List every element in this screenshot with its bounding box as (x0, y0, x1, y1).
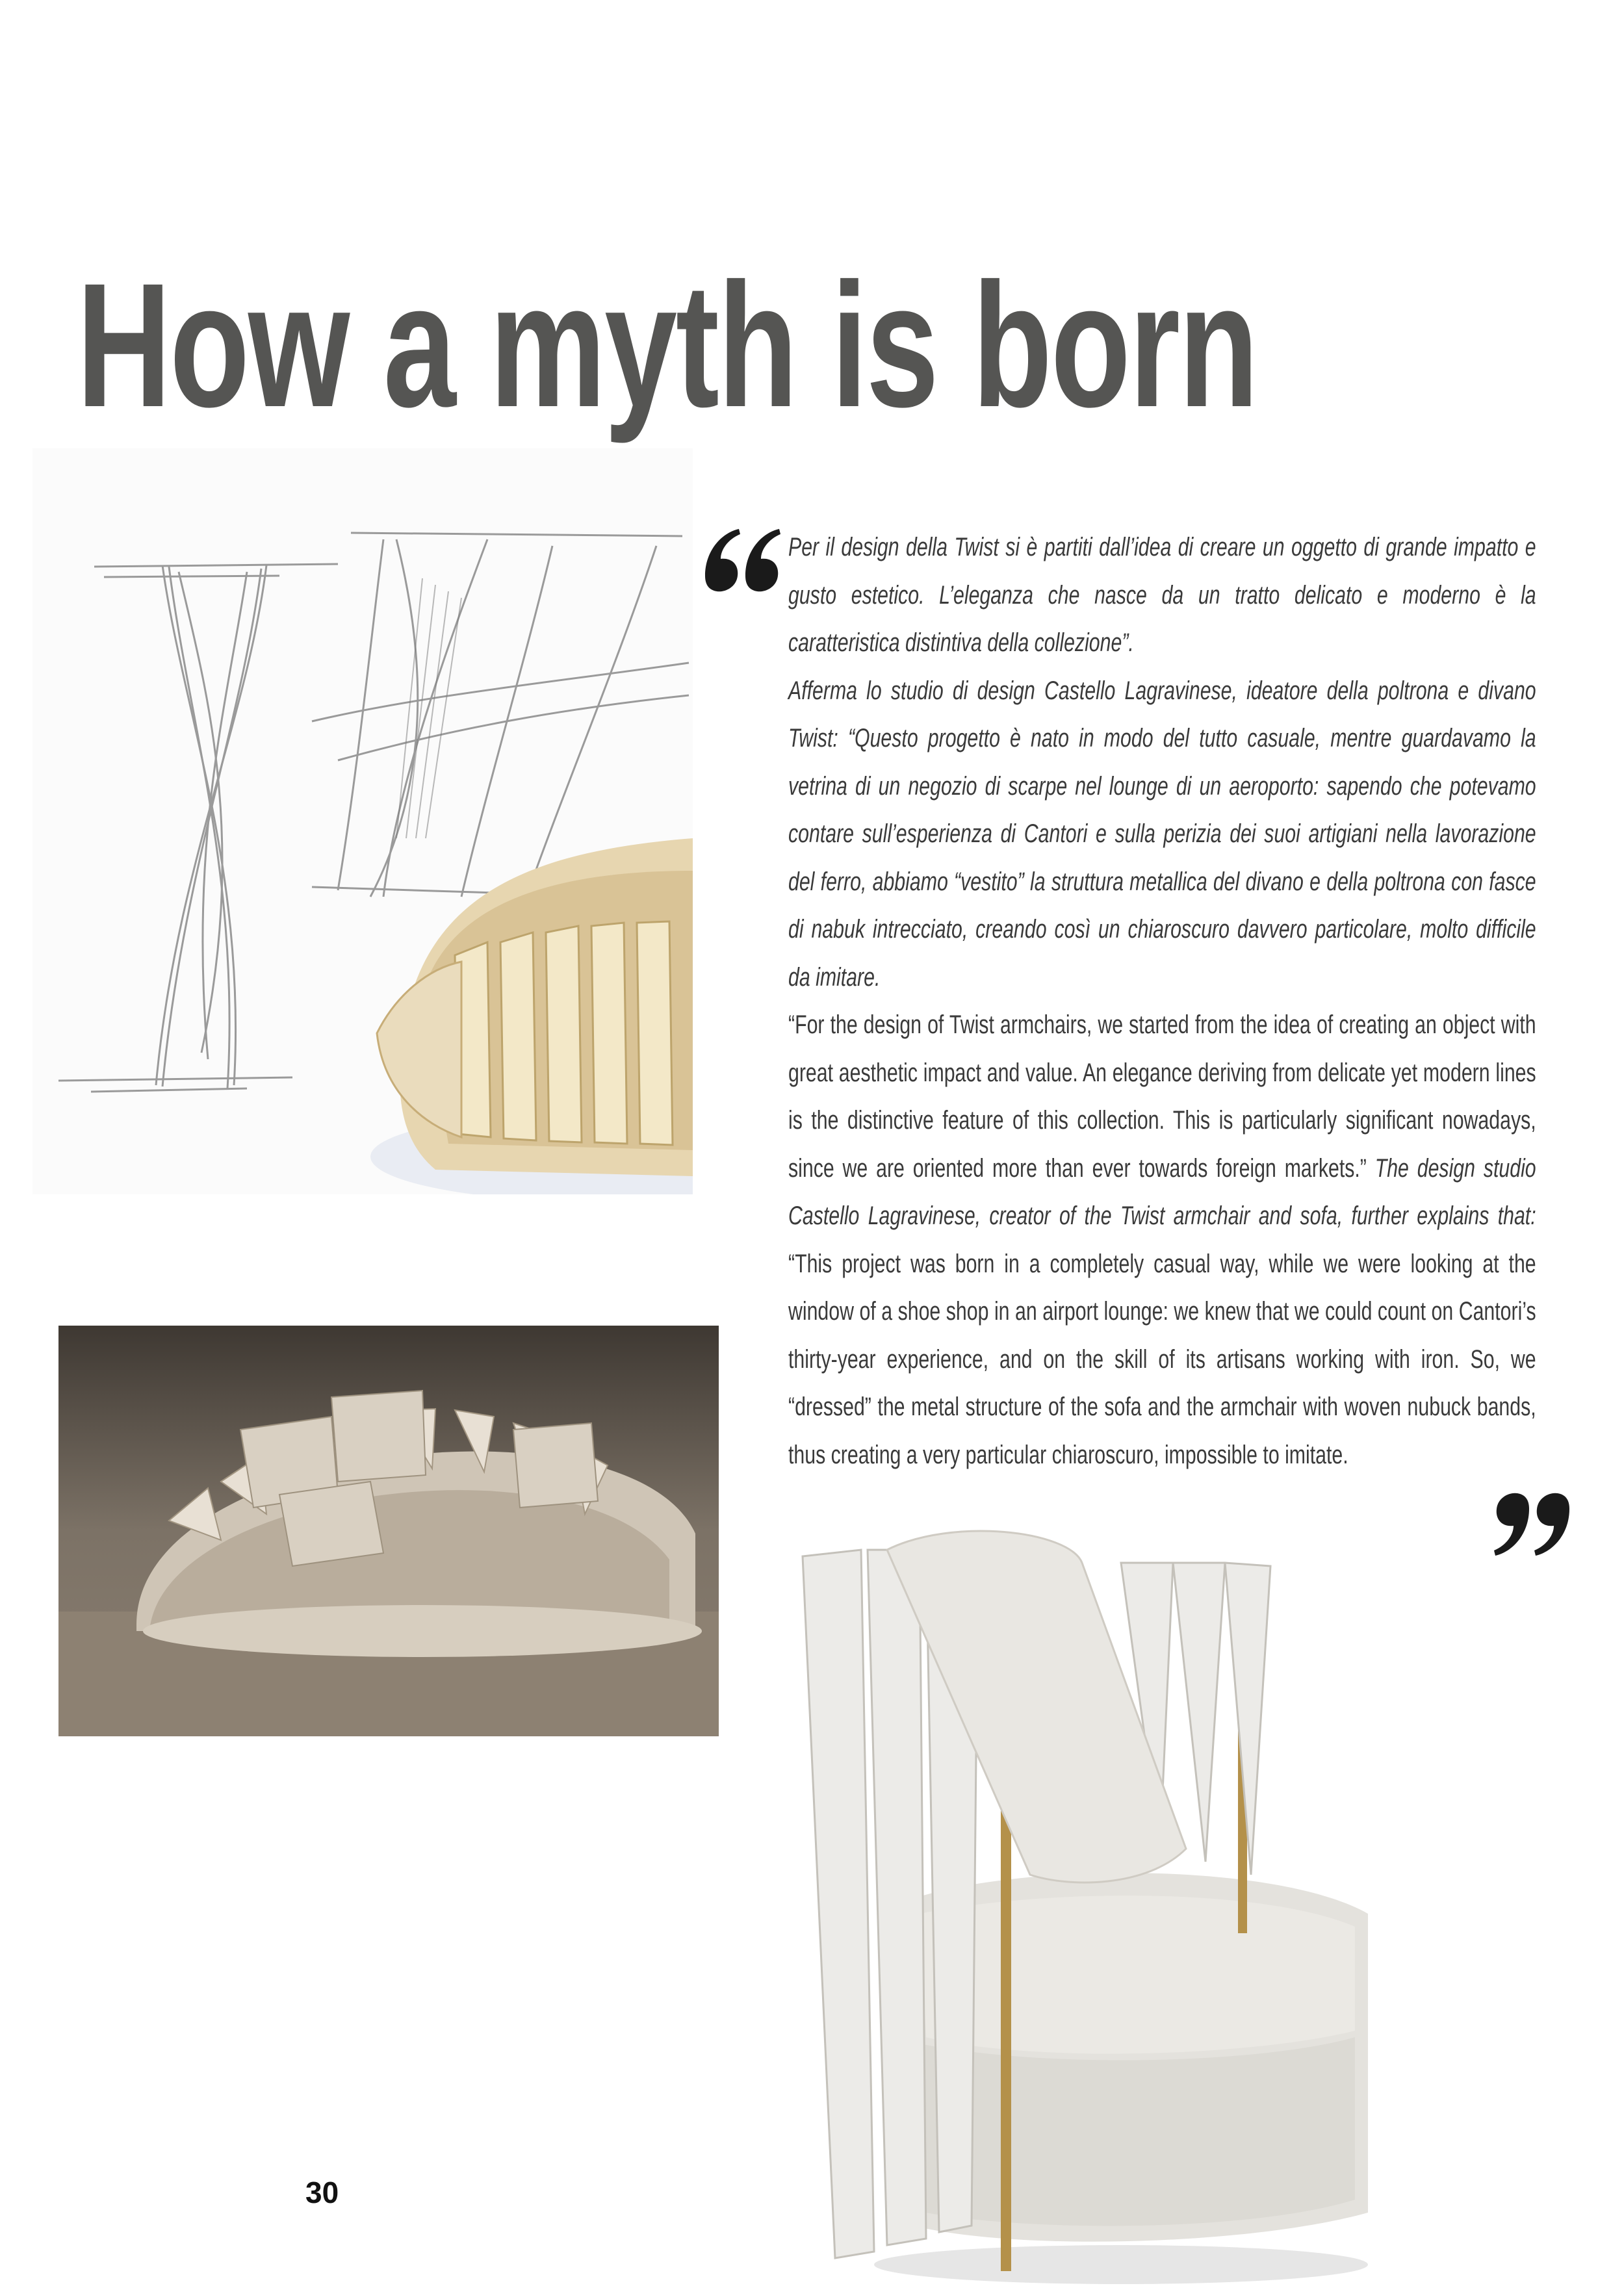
english-quote-2: “This project was born in a completely casual way, while we were looking at the window of a shoe shop in an airport lounge: we knew that we could count on Cantori’s thirty-year experience, and on the skill of its artisans working with iron. So, we “dressed” the metal structure of the sofa and the armchair with woven nubuck bands, thus creating a very particular chiaroscuro, impossible to imitate. (788, 1249, 1536, 1469)
page-title: How a myth is born (77, 246, 1257, 444)
english-attribution: The design studio Castello Lagravinese, creator of the Twist armchair and sofa, further explains that: (788, 1153, 1536, 1230)
open-quote-icon (699, 525, 786, 597)
italian-paragraph-1: Per il design della Twist si è partiti dall’idea di creare un oggetto di grande impatto e gusto estetico. L’eleganza che nasce da un tratto delicato e moderno è la caratteristica distintiva della collezione”. (788, 533, 1536, 657)
armchair-image (757, 1524, 1407, 2288)
sketch-image (32, 448, 693, 1194)
english-paragraph (788, 1001, 1536, 1479)
sofa-image (58, 1326, 719, 1736)
english-quote-1: “For the design of Twist armchairs, we started from the idea of creating an object with great aesthetic impact and value. An elegance deriving from delicate yet modern lines is the distinctive feature of this collection. This is particularly significant nowadays, since we are oriented more than ever towards foreign markets.” (788, 1010, 1536, 1183)
italian-paragraph-2: Afferma lo studio di design Castello Lagravinese, ideatore della poltrona e divano Twist: “Questo progetto è nato in modo del tutto casuale, mentre guardavamo la vetrina di un negozio di scarpe nel lounge di un aeroporto: sapendo che potevamo contare sull’esperienza di Cantori e sulla perizia dei suoi artigiani nella lavorazione del ferro, abbiamo “vestito” la struttura metallica del divano e della poltrona con fasce di nabuk intrecciato, creando così un chiaroscuro davvero particolare, molto difficile da imitare. (788, 676, 1536, 992)
page-number: 30 (305, 2176, 339, 2209)
close-quote-icon (1488, 1488, 1576, 1560)
quote-body (788, 524, 1536, 1479)
